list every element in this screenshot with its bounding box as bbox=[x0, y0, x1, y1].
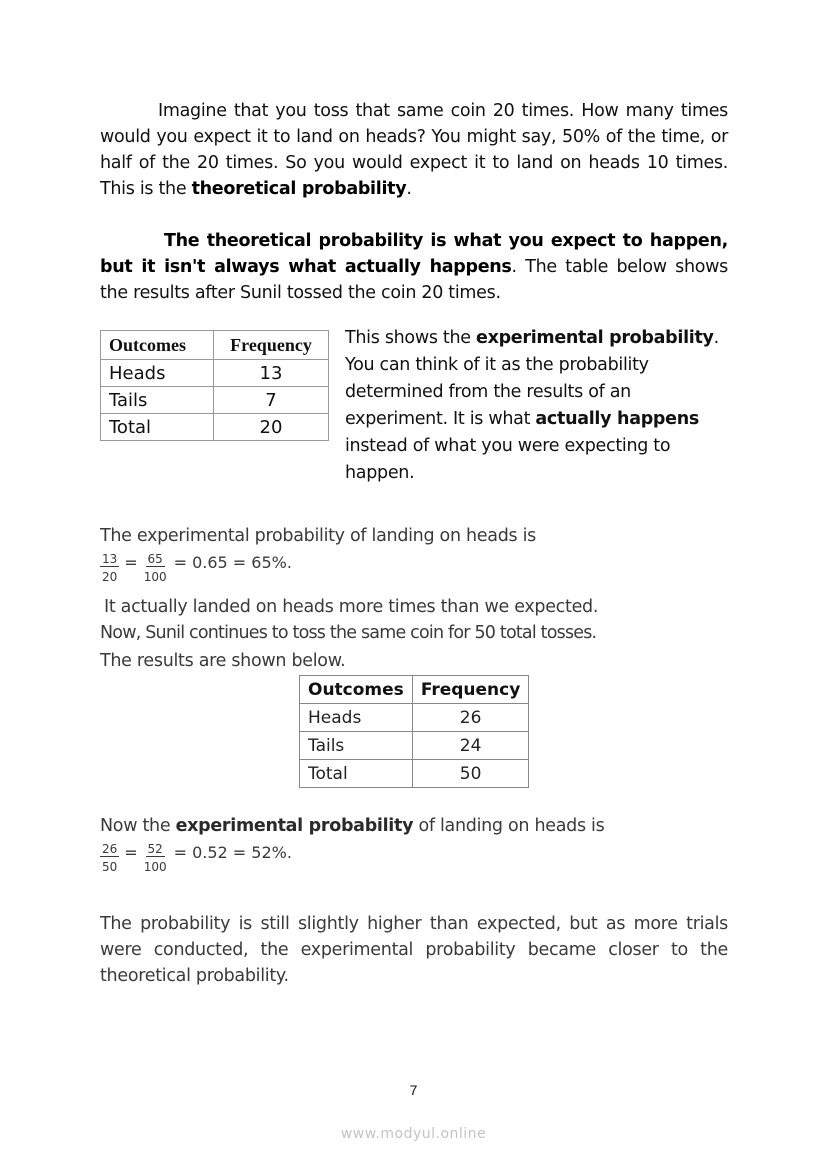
header-outcomes: Outcomes bbox=[300, 676, 413, 704]
experimental-probability-note bbox=[345, 325, 725, 487]
table-row bbox=[300, 704, 529, 732]
outcome-cell: Tails bbox=[300, 732, 413, 760]
intro-paragraph bbox=[100, 98, 728, 202]
results-table-20-tosses bbox=[100, 330, 329, 441]
table-row bbox=[300, 732, 529, 760]
calc-50-equation bbox=[100, 842, 292, 874]
intro-period: . bbox=[406, 179, 412, 199]
denominator: 100 bbox=[143, 860, 167, 874]
lead-bold-term: experimental probability bbox=[175, 816, 414, 836]
theory-paragraph bbox=[100, 228, 728, 306]
table-row bbox=[300, 760, 529, 788]
calc-20-lead: The experimental probability of landing on heads is bbox=[100, 526, 536, 546]
frequency-cell: 7 bbox=[214, 387, 329, 414]
fraction bbox=[100, 552, 119, 584]
intro-bold-term: theoretical probability bbox=[191, 179, 407, 199]
note-bold-term: experimental probability bbox=[476, 328, 714, 348]
note-text: This shows the bbox=[345, 328, 477, 348]
theory-text: . The table below shows the results after Sunil tossed the coin 20 times. bbox=[100, 257, 728, 303]
fraction bbox=[100, 842, 119, 874]
fraction bbox=[142, 842, 169, 874]
outcome-cell: Heads bbox=[300, 704, 413, 732]
denominator: 20 bbox=[102, 570, 118, 584]
lead-text: of landing on heads is bbox=[413, 816, 605, 836]
after-calc-line-2: Now, Sunil continues to toss the same coin for 50 total tosses. bbox=[100, 623, 597, 643]
frequency-cell: 24 bbox=[412, 732, 529, 760]
denominator: 100 bbox=[143, 570, 167, 584]
numerator: 52 bbox=[147, 842, 163, 856]
frequency-cell: 20 bbox=[214, 414, 329, 441]
watermark: www.modyul.online bbox=[340, 1126, 487, 1142]
table-row bbox=[101, 414, 329, 441]
calc-20-equation bbox=[100, 552, 292, 584]
outcome-cell: Total bbox=[300, 760, 413, 788]
after-calc-line-3: The results are shown below. bbox=[100, 651, 346, 671]
outcome-cell: Heads bbox=[101, 360, 214, 387]
equation-result: = 0.65 = 65%. bbox=[173, 552, 292, 572]
note-bold-term: actually happens bbox=[535, 409, 699, 429]
table-header-row bbox=[101, 331, 329, 360]
frequency-cell: 50 bbox=[412, 760, 529, 788]
page-number: 7 bbox=[409, 1082, 418, 1098]
note-text: instead of what you were expecting to happen. bbox=[345, 436, 671, 483]
table-row bbox=[101, 360, 329, 387]
note-text: . You can think of it as the probability determined from the results of an experiment. It is what bbox=[345, 328, 719, 429]
outcome-cell: Tails bbox=[101, 387, 214, 414]
table-header-row bbox=[300, 676, 529, 704]
outcome-cell: Total bbox=[101, 414, 214, 441]
frequency-cell: 26 bbox=[412, 704, 529, 732]
table-row bbox=[101, 387, 329, 414]
equals-sign: = bbox=[124, 842, 138, 862]
denominator: 50 bbox=[102, 860, 118, 874]
after-calc-line-1: It actually landed on heads more times than we expected. bbox=[104, 597, 599, 617]
conclusion-paragraph: The probability is still slightly higher than expected, but as more trials were conducted, the experimental probability became closer to the theoretical probability. bbox=[100, 914, 728, 986]
frequency-cell: 13 bbox=[214, 360, 329, 387]
header-outcomes: Outcomes bbox=[101, 331, 214, 360]
lead-text: Now the bbox=[100, 816, 176, 836]
fraction bbox=[142, 552, 169, 584]
equals-sign: = bbox=[124, 552, 138, 572]
results-table-50-tosses bbox=[299, 675, 529, 788]
calc-50-lead bbox=[100, 813, 728, 839]
theory-bold-statement: The theoretical probability is what you expect to happen, but it isn't always what actually happens bbox=[100, 231, 728, 277]
header-frequency: Frequency bbox=[412, 676, 529, 704]
intro-text: Imagine that you toss that same coin 20 times. How many times would you expect it to land on heads? You might say, 50% of the time, or half of the 20 times. So you would expect it to land on heads 10 times. This is the bbox=[100, 101, 728, 199]
numerator: 65 bbox=[147, 552, 163, 566]
numerator: 26 bbox=[102, 842, 118, 856]
header-frequency: Frequency bbox=[214, 331, 329, 360]
equation-result: = 0.52 = 52%. bbox=[173, 842, 292, 862]
numerator: 13 bbox=[102, 552, 118, 566]
